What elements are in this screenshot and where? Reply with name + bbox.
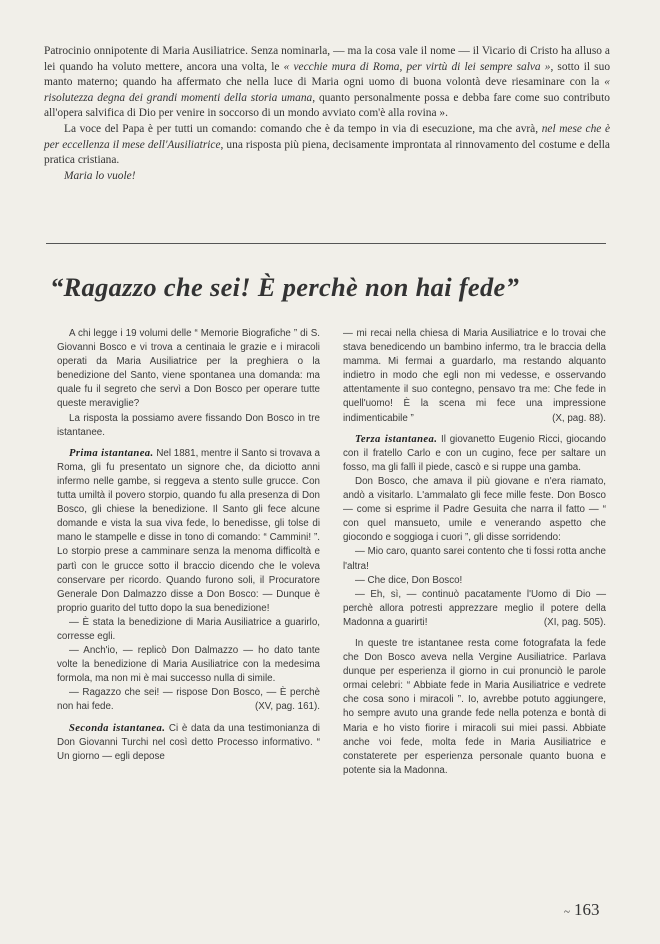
paragraph: — Eh, sì, — continuò pacatamente l'Uomo di Dio — perchè allora potresti apprezzare meglio il potere della Madonna a guarirti! (XI, pag. 505). — [343, 588, 606, 630]
section-heading: Seconda istantanea. — [69, 722, 166, 734]
paragraph: — Anch'io, — replicò Don Dalmazzo — ho dato tante volte la benedizione di Maria Ausiliatrice con la medesima formola, ma non mi è mai successo nulla di simile. — [57, 645, 320, 685]
paragraph: — Ragazzo che sei! — rispose Don Bosco, — È perchè non hai fede. (XV, pag. 161). — [57, 686, 320, 714]
right-column — [343, 327, 606, 778]
paragraph: Prima istantanea. Nel 1881, mentre il Santo si trovava a Roma, gli fu presentato un signore che, da diciotto anni infermo nelle gambe, si reggeva a stento sulle grucce. Con tutta umiltà il povero storpio, quando fu alla presenza di Don Bosco, gli chiese la benedizione. Il Santo gli fece alcune domande e vista la sua viva fede, lo benedisse, gli tolse di mano le stampelle e disse in tono di comando: “ Cammini! ”. Lo storpio prese a camminare senza la menoma difficoltà e partì con le grucce sotto il braccio dicendo che le voleva conservare per ricordo. Quando furono soli, il Procuratore Generale Don Dalmazzo disse a Don Bosco: — Dunque è proprio guarito del tutto dopo la sua benedizione! — [57, 447, 320, 614]
paragraph: Terza istantanea. Il giovanetto Eugenio Ricci, giocando con il fratello Carlo e con un cugino, fece per saltare un fosso, ma gli fallì il piede, cascò e si ruppe una gamba. — [343, 433, 606, 473]
paragraph: In queste tre istantanee resta come fotografata la fede che Don Bosco aveva nella Vergine Ausiliatrice. Parlava dunque per esperienza il giorno in cui pronunciò le parole ormai celebri: “ Abbiate fede in Maria Ausiliatrice e vedrete che cosa sono i miracoli ”. Io, avrebbe potuto aggiungere, ho sempre avuto una grande fede nella potenza e bontà di Maria e ho visto fiorire i miracoli sui miei passi. Abbiate anche voi fede, molta fede in Maria Ausiliatrice e constaterete per esperienza personale quanto buona e potente sia la Madonna. — [343, 637, 606, 776]
section-heading: Terza istantanea. — [355, 433, 438, 445]
page-number: ~ 163 — [564, 900, 600, 919]
paragraph: — È stata la benedizione di Maria Ausiliatrice a guarirlo, corresse egli. — [57, 616, 320, 642]
paragraph: — Mio caro, quanto sarei contento che ti fossi rotta anche l'altra! — [343, 546, 606, 572]
opening-text — [44, 44, 610, 184]
paragraph: — mi recai nella chiesa di Maria Ausiliatrice e lo trovai che stava benedicendo un bambino infermo, tra le braccia della mamma. Mi fermai a guardarlo, ma restando alquanto indietro in modo che egli non mi vedesse, e osservando attentamente il suo contegno, pensavo tra me: Che fede in quell'uomo! È la scena mi fece una impressione indimenticabile ” (X, pag. 88). — [343, 327, 606, 426]
paragraph: La risposta la possiamo avere fissando Don Bosco in tre istantanee. — [57, 412, 320, 438]
paragraph: — Che dice, Don Bosco! — [355, 574, 463, 586]
paragraph-voce-del-papa: La voce del Papa è per tutti un comando: comando che è da tempo in via di esecuzione, ma che avrà, nel mese che è per eccellenza il mese dell'Ausiliatrice, una risposta più piena, decisamente improntata al rinnovamento del costume e della pratica cristiana. — [44, 122, 611, 167]
paragraph: Seconda istantanea. Ci è data da una testimonianza di Don Giovanni Turchi nel così detto Processo informativo. “ Un giorno — egli depose — [57, 722, 320, 762]
citation: (XI, pag. 505). — [543, 616, 606, 628]
maria-lo-vuole: Maria lo vuole! — [64, 169, 136, 182]
article-title: “Ragazzo che sei! È perchè non hai fede” — [50, 272, 520, 302]
citation: (X, pag. 88). — [552, 412, 606, 424]
citation: (XV, pag. 161). — [255, 701, 320, 713]
ornament-icon: ~ — [564, 906, 570, 918]
paragraph: Don Bosco, che amava il più giovane e n'era riamato, andò a visitarlo. L'ammalato gli fece mille feste. Don Bosco — come si esprime il Padre Gesuita che narra il fatto — “ con quel mansueto, umile e venerando aspetto che giocondo e soggioga i cuori ”, gli disse sorridendo: — [343, 475, 606, 544]
paragraph: A chi legge i 19 volumi delle “ Memorie Biografiche ” di S. Giovanni Bosco e vi trova a centinaia le grazie e i miracoli operati da Maria Ausiliatrice per la preghiera o la benedizione del Santo, viene spontanea una domanda: ma quale fu il segreto che servì a Don Bosco per operare tutte queste meraviglie? — [57, 328, 320, 410]
section-heading: Prima istantanea. — [69, 447, 154, 459]
section-divider — [46, 243, 606, 244]
paragraph-patrocinio: Patrocinio onnipotente di Maria Ausiliatrice. Senza nominarla, — ma la cosa vale il nome — il Vicario di Cristo ha alluso a lei quando ha voluto mettere, ancora una volta, le « vecchie mura di Roma, per virtù di lei sempre salva », sotto il suo manto materno; quando ha affermato che nella luce di Maria ogni uomo di buona volontà deve riesaminare con la « risolutezza degna dei grandi momenti della storia umana, quanto personalmente possa e debba fare come suo contributo all'opera salvifica di Dio per venire in soccorso di un mondo avviato com'è alla rovina ». — [44, 45, 611, 120]
left-column — [57, 327, 320, 764]
